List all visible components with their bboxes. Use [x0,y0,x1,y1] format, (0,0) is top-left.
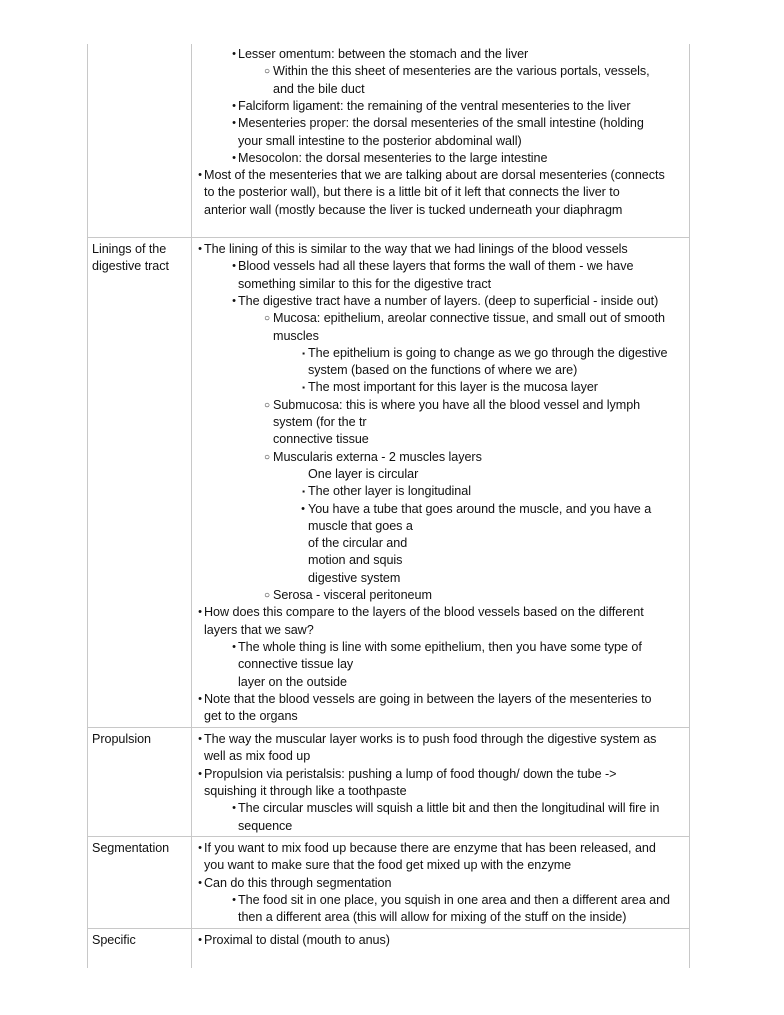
note-line: your small intestine to the posterior abdominal wall) [238,133,522,148]
note-line: get to the organs [204,709,298,724]
square-bullet: ▪ [302,487,305,497]
topic-label: Segmentation [92,841,170,855]
note-line: Submucosa: this is where you have all the blood vessel and lymph [273,397,641,412]
bullet: • [198,876,202,889]
note-line: something similar to this for the digestive tract [238,276,492,291]
bullet: • [198,169,202,182]
table-column-border [87,44,88,968]
note-line: Mucosa: epithelium, areolar connective tissue, and small out of smooth [273,311,666,326]
bullet: • [198,606,202,619]
note-line: Muscularis externa - 2 muscles layers [273,449,482,464]
bullet: • [232,260,236,273]
note-line: Can do this through segmentation [204,875,392,890]
note-line: The other layer is longitudinal [308,484,471,499]
note-line: The lining of this is similar to the way that we had linings of the blood vessels [204,242,628,256]
table-row-border [87,727,690,728]
note-line: of the circular and [308,536,408,551]
note-line: How does this compare to the layers of the blood vessels based on the different [204,605,644,620]
note-line: connective tissue lay [238,657,354,672]
bullet: • [232,802,236,815]
note-line: Serosa - visceral peritoneum [273,588,432,602]
circle-bullet: ○ [263,451,270,463]
bullet: • [198,767,202,780]
note-line: The digestive tract have a number of layers. (deep to superficial - inside out) [238,293,659,308]
square-bullet: ▪ [302,348,305,358]
note-line: then a different area (this will allow for mixing of the stuff on the inside) [238,910,627,925]
note-line: Mesocolon: the dorsal mesenteries to the large intestine [238,150,548,165]
note-line: Propulsion via peristalsis: pushing a lump of food though/ down the tube -> [204,766,617,781]
circle-bullet: ○ [263,313,270,325]
circle-bullet: ○ [263,399,270,411]
note-line: Most of the mesenteries that we are talking about are dorsal mesenteries (connects [204,168,665,183]
note-line: sequence [238,818,293,833]
bullet: • [198,243,202,255]
note-line: Blood vessels had all these layers that forms the wall of them - we have [238,259,634,274]
bullet: • [301,502,305,515]
topic-label: Propulsion [92,732,152,746]
note-line: If you want to mix food up because there are enzyme that has been released, and [204,841,656,855]
circle-bullet: ○ [263,66,270,78]
note-line: you want to make sure that the food get mixed up with the enzyme [204,858,572,873]
circle-bullet: ○ [263,590,270,601]
note-line: system (based on the functions of where we are) [308,363,578,378]
note-line: Within the this sheet of mesenteries are the various portals, vessels, [273,64,650,79]
bullet: • [232,117,236,130]
note-line: The food sit in one place, you squish in one area and then a different area and [238,892,671,907]
bullet: • [232,640,236,653]
note-line: You have a tube that goes around the muscle, and you have a [308,501,652,516]
note-line: Note that the blood vessels are going in between the layers of the mesenteries to [204,691,652,706]
bullet: • [232,893,236,906]
bullet: • [232,151,236,164]
note-line: muscles [273,328,319,343]
note-line: Lesser omentum: between the stomach and the liver [238,47,529,61]
note-line: squishing it through like a toothpaste [204,783,407,798]
note-line: well as mix food up [204,749,311,764]
note-line: connective tissue [273,432,369,447]
note-line: Falciform ligament: the remaining of the ventral mesenteries to the liver [238,98,631,113]
note-line: and the bile duct [273,81,365,96]
bullet: • [232,48,236,60]
note-line: to the posterior wall), but there is a little bit of it left that connects the liver to [204,185,620,200]
note-line: Proximal to distal (mouth to anus) [204,933,390,947]
note-line: muscle that goes a [308,518,413,533]
note-line: digestive system [308,570,401,585]
table-row-border [87,237,690,238]
table-row-border [87,928,690,929]
bullet: • [232,99,236,112]
square-bullet: ▪ [302,383,305,393]
note-line: layers that we saw? [204,622,314,637]
bullet: • [198,733,202,745]
table-row-border [87,836,690,837]
bullet: • [232,294,236,307]
note-line: The circular muscles will squish a little bit and then the longitudinal will fire in [238,801,660,816]
note-line: motion and squis [308,553,403,568]
note-line: One layer is circular [308,466,419,481]
note-line: system (for the tr [273,415,367,429]
note-line: Mesenteries proper: the dorsal mesenteries of the small intestine (holding [238,116,644,131]
bullet: • [198,692,202,705]
topic-label: digestive tract [92,259,169,274]
note-line: The way the muscular layer works is to push food through the digestive system as [204,732,657,746]
bullet: • [198,842,202,854]
bullet: • [198,934,202,946]
note-line: The epithelium is going to change as we go through the digestive [308,345,668,360]
topic-label: Specific [92,933,136,947]
note-line: anterior wall (mostly because the liver is tucked underneath your diaphragm [204,202,623,217]
note-line: The whole thing is line with some epithelium, then you have some type of [238,639,642,654]
note-line: The most important for this layer is the mucosa layer [308,380,598,395]
table-column-border [689,44,690,968]
topic-label: Linings of the [92,242,167,256]
note-line: layer on the outside [238,674,347,689]
